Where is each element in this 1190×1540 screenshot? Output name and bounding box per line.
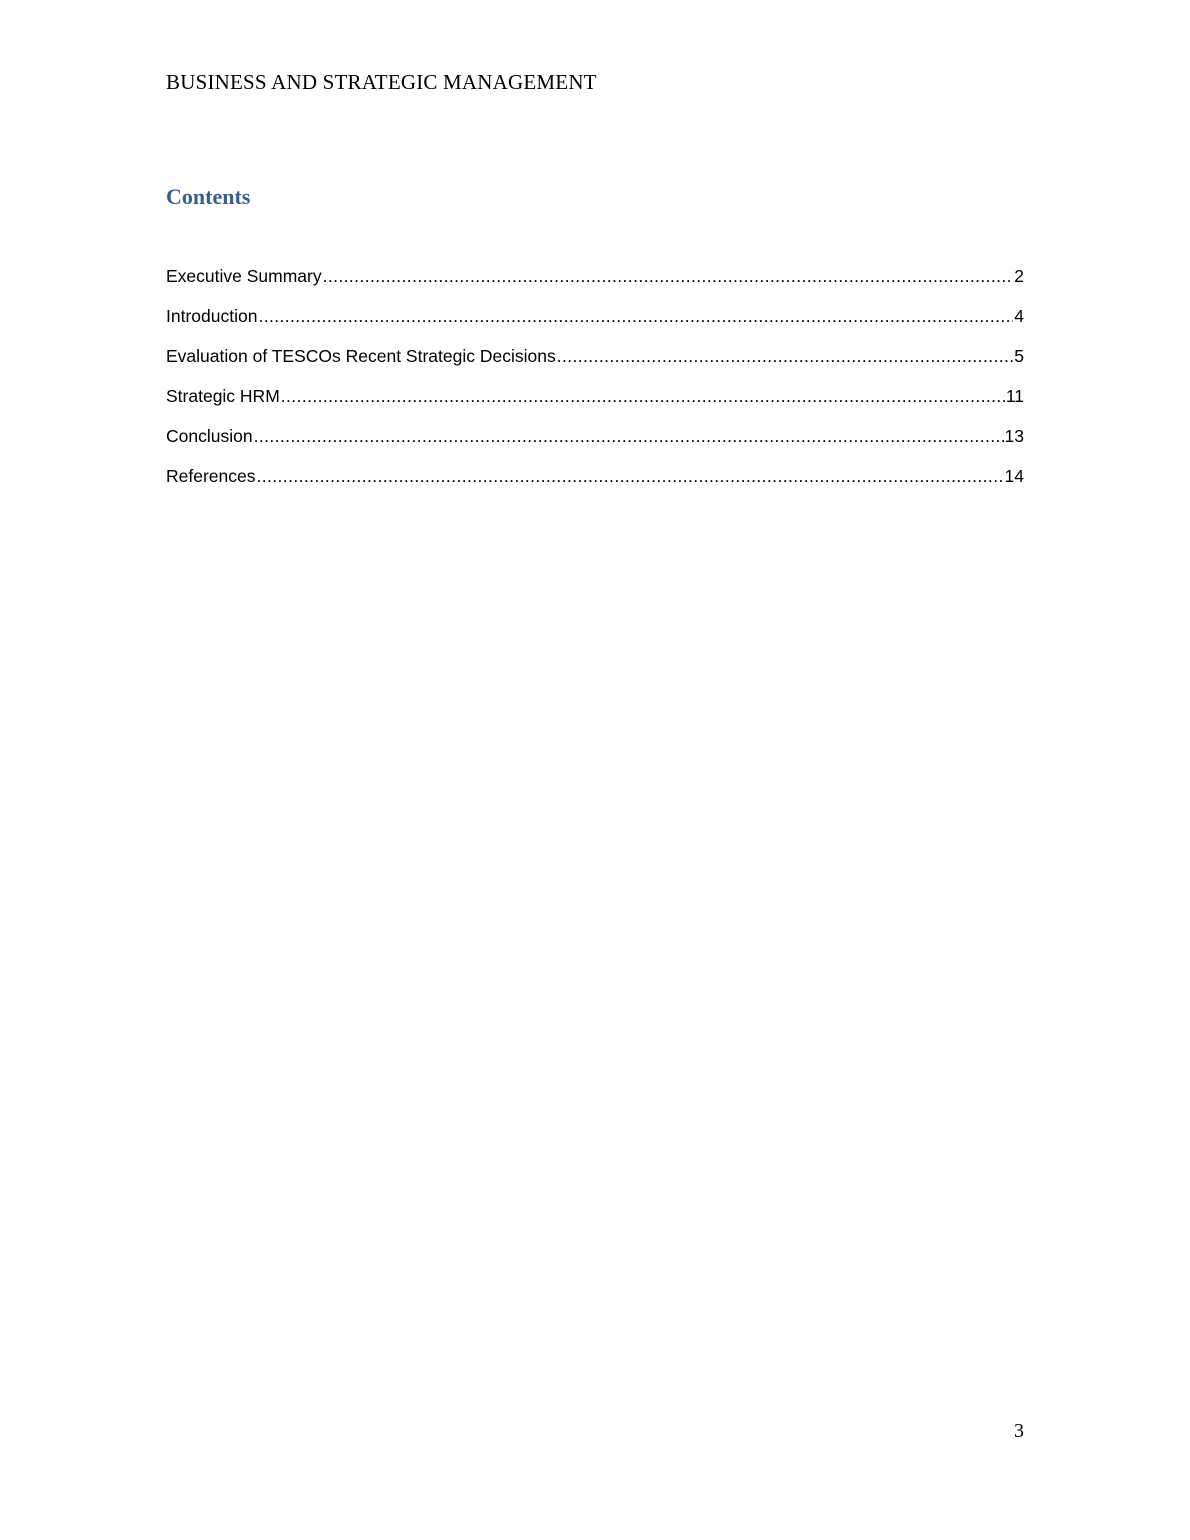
toc-entry-title: Strategic HRM [166,386,280,406]
toc-entry-references[interactable] [166,466,1024,506]
toc-entry-title: Conclusion [166,426,253,446]
toc-entry-evaluation[interactable] [166,346,1024,386]
toc-heading: Contents [166,184,251,209]
toc-entry-introduction[interactable] [166,306,1024,346]
table-of-contents [166,266,1024,506]
toc-entry-conclusion[interactable] [166,426,1024,466]
page-number: 3 [1014,1420,1024,1442]
toc-dot-leader [258,306,1013,327]
toc-entry-page: 13 [1004,426,1024,446]
toc-entry-executive-summary[interactable] [166,266,1024,306]
toc-dot-leader [557,346,1014,367]
toc-entry-title: Evaluation of TESCOs Recent Strategic Decisions [166,346,556,366]
toc-entry-page: 11 [1005,386,1024,406]
toc-entry-title: References [166,466,256,486]
toc-dot-leader [254,426,1004,447]
toc-dot-leader [323,266,1014,287]
toc-dot-leader [257,466,1004,487]
toc-entry-strategic-hrm[interactable] [166,386,1024,426]
toc-entry-page: 4 [1014,306,1024,326]
running-header: BUSINESS AND STRATEGIC MANAGEMENT [166,70,597,94]
toc-entry-title: Executive Summary [166,266,322,286]
toc-entry-title: Introduction [166,306,258,326]
toc-dot-leader [281,386,1005,407]
toc-entry-page: 5 [1014,346,1024,366]
toc-entry-page: 2 [1014,266,1024,286]
toc-entry-page: 14 [1004,466,1024,486]
